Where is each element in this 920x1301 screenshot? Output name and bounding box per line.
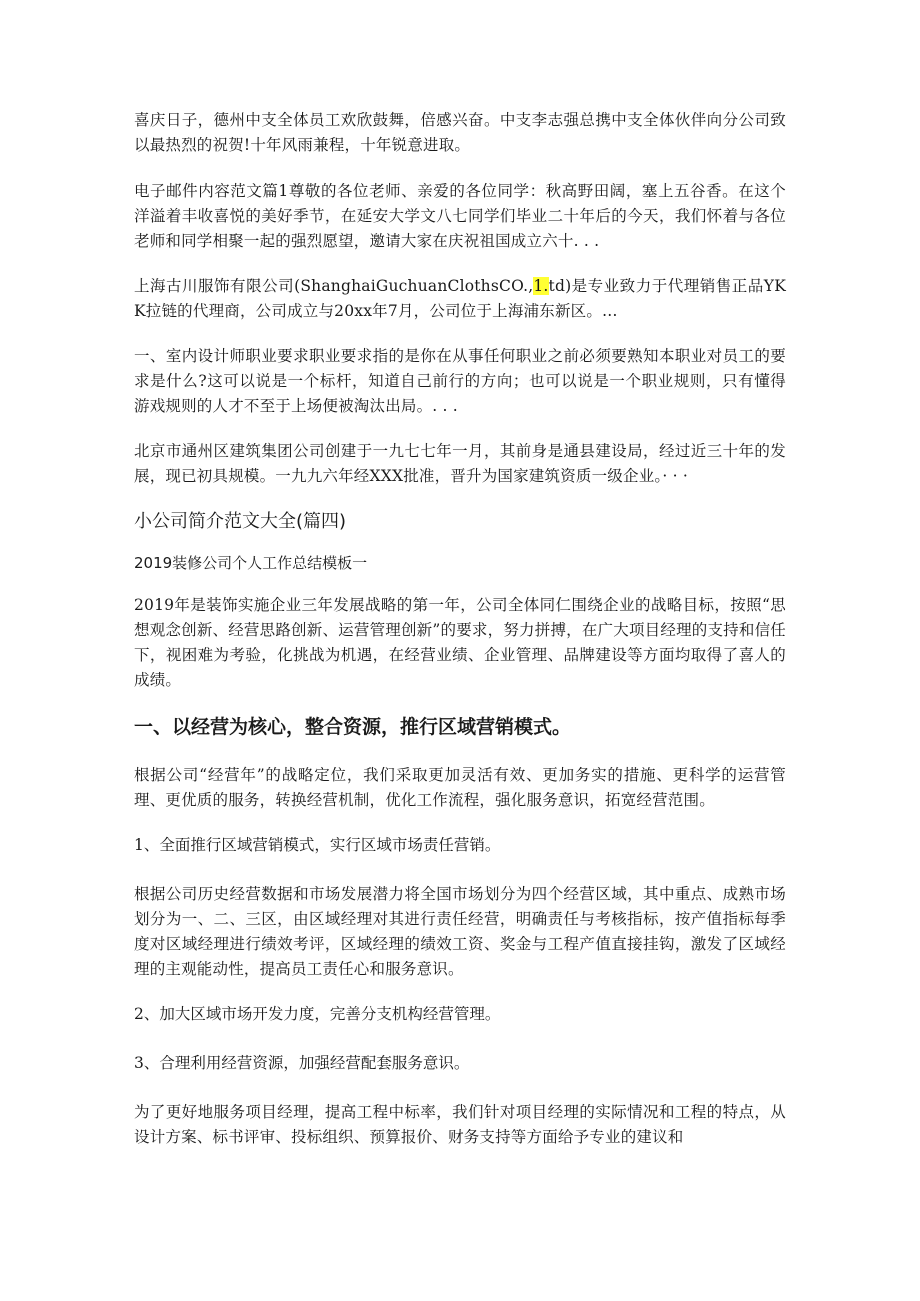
heading-operations: 一、以经营为核心，整合资源，推行区域营销模式。 [134,716,572,738]
paragraph-interior-designer: 一、室内设计师职业要求职业要求指的是你在从事任何职业之前必须要熟知本职业对员工的要求是什么?这可以说是一个标杆，知道自己前行的方向；也可以说是一个职业规则，只有懂得游戏规则的人才不至于上场便被淘汰出局。. . . [134,347,786,415]
paragraph-regions: 根据公司历史经营数据和市场发展潜力将全国市场划分为四个经营区域，其中重点、成熟市场划分为一、二、三区，由区域经理对其进行责任经营，明确责任与考核指标，按产值指标每季度对区域经理进行绩效考评，区域经理的绩效工资、奖金与工程产值直接挂钩，激发了区域经理的主观能动性，提高员工责任心和服务意识。 [134,885,786,978]
paragraph-intro: 2019年是装饰实施企业三年发展战略的第一年，公司全体同仁围绕企业的战略目标，按照“思想观念创新、经营思路创新、运营管理创新”的要求，努力拼搏，在广大项目经理的支持和信任下，视困难为考验，化挑战为机遇，在经营业绩、企业管理、品牌建设等方面均取得了喜人的成绩。 [134,596,786,689]
list-item-2: 2、加大区域市场开发力度，完善分支机构经营管理。 [134,1005,501,1023]
paragraph-service: 为了更好地服务项目经理，提高工程中标率，我们针对项目经理的实际情况和工程的特点，从设计方案、标书评审、投标组织、预算报价、财务支持等方面给予专业的建议和 [134,1103,786,1146]
company-text-after: td)是专业致力于代理销售正品YKK拉链的代理商，公司成立与20xx年7月，公司位于上海浦东新区。… [134,277,786,320]
paragraph-beijing-group: 北京市通州区建筑集团公司创建于一九七七年一月，其前身是通县建设局，经过近三十年的发展，现已初具规模。一九九六年经XXX批准，晋升为国家建筑资质一级企业。· · · [134,442,786,485]
highlighted-text: 1. [533,277,549,295]
paragraph-strategy: 根据公司“经营年”的战略定位，我们采取更加灵活有效、更加务实的措施、更科学的运营管理、更优质的服务，转换经营机制，优化工作流程，强化服务意识，拓宽经营范围。 [134,766,786,809]
list-item-3: 3、合理利用经营资源，加强经营配套服务意识。 [134,1054,470,1072]
list-item-1: 1、全面推行区域营销模式，实行区域市场责任营销。 [134,836,501,854]
document-page [134,108,786,1170]
company-text-before: 上海古川服饰有限公司(ShanghaiGuchuanClothsCO., [134,277,534,295]
paragraph-shanghai-company [134,274,786,324]
section-subtitle: 2019装修公司个人工作总结模板一 [134,554,368,572]
section-title: 小公司简介范文大全(篇四) [134,511,347,532]
paragraph-celebration: 喜庆日子，德州中支全体员工欢欣鼓舞，倍感兴奋。中支李志强总携中支全体伙伴向分公司致以最热烈的祝贺!十年风雨兼程，十年锐意进取。 [134,111,786,154]
paragraph-email-sample: 电子邮件内容范文篇1尊敬的各位老师、亲爱的各位同学：秋高野田阔，塞上五谷香。在这个洋溢着丰收喜悦的美好季节，在延安大学文八七同学们毕业二十年后的今天，我们怀着与各位老师和同学相聚一起的强烈愿望，邀请大家在庆祝祖国成立六十. . . [134,182,786,250]
